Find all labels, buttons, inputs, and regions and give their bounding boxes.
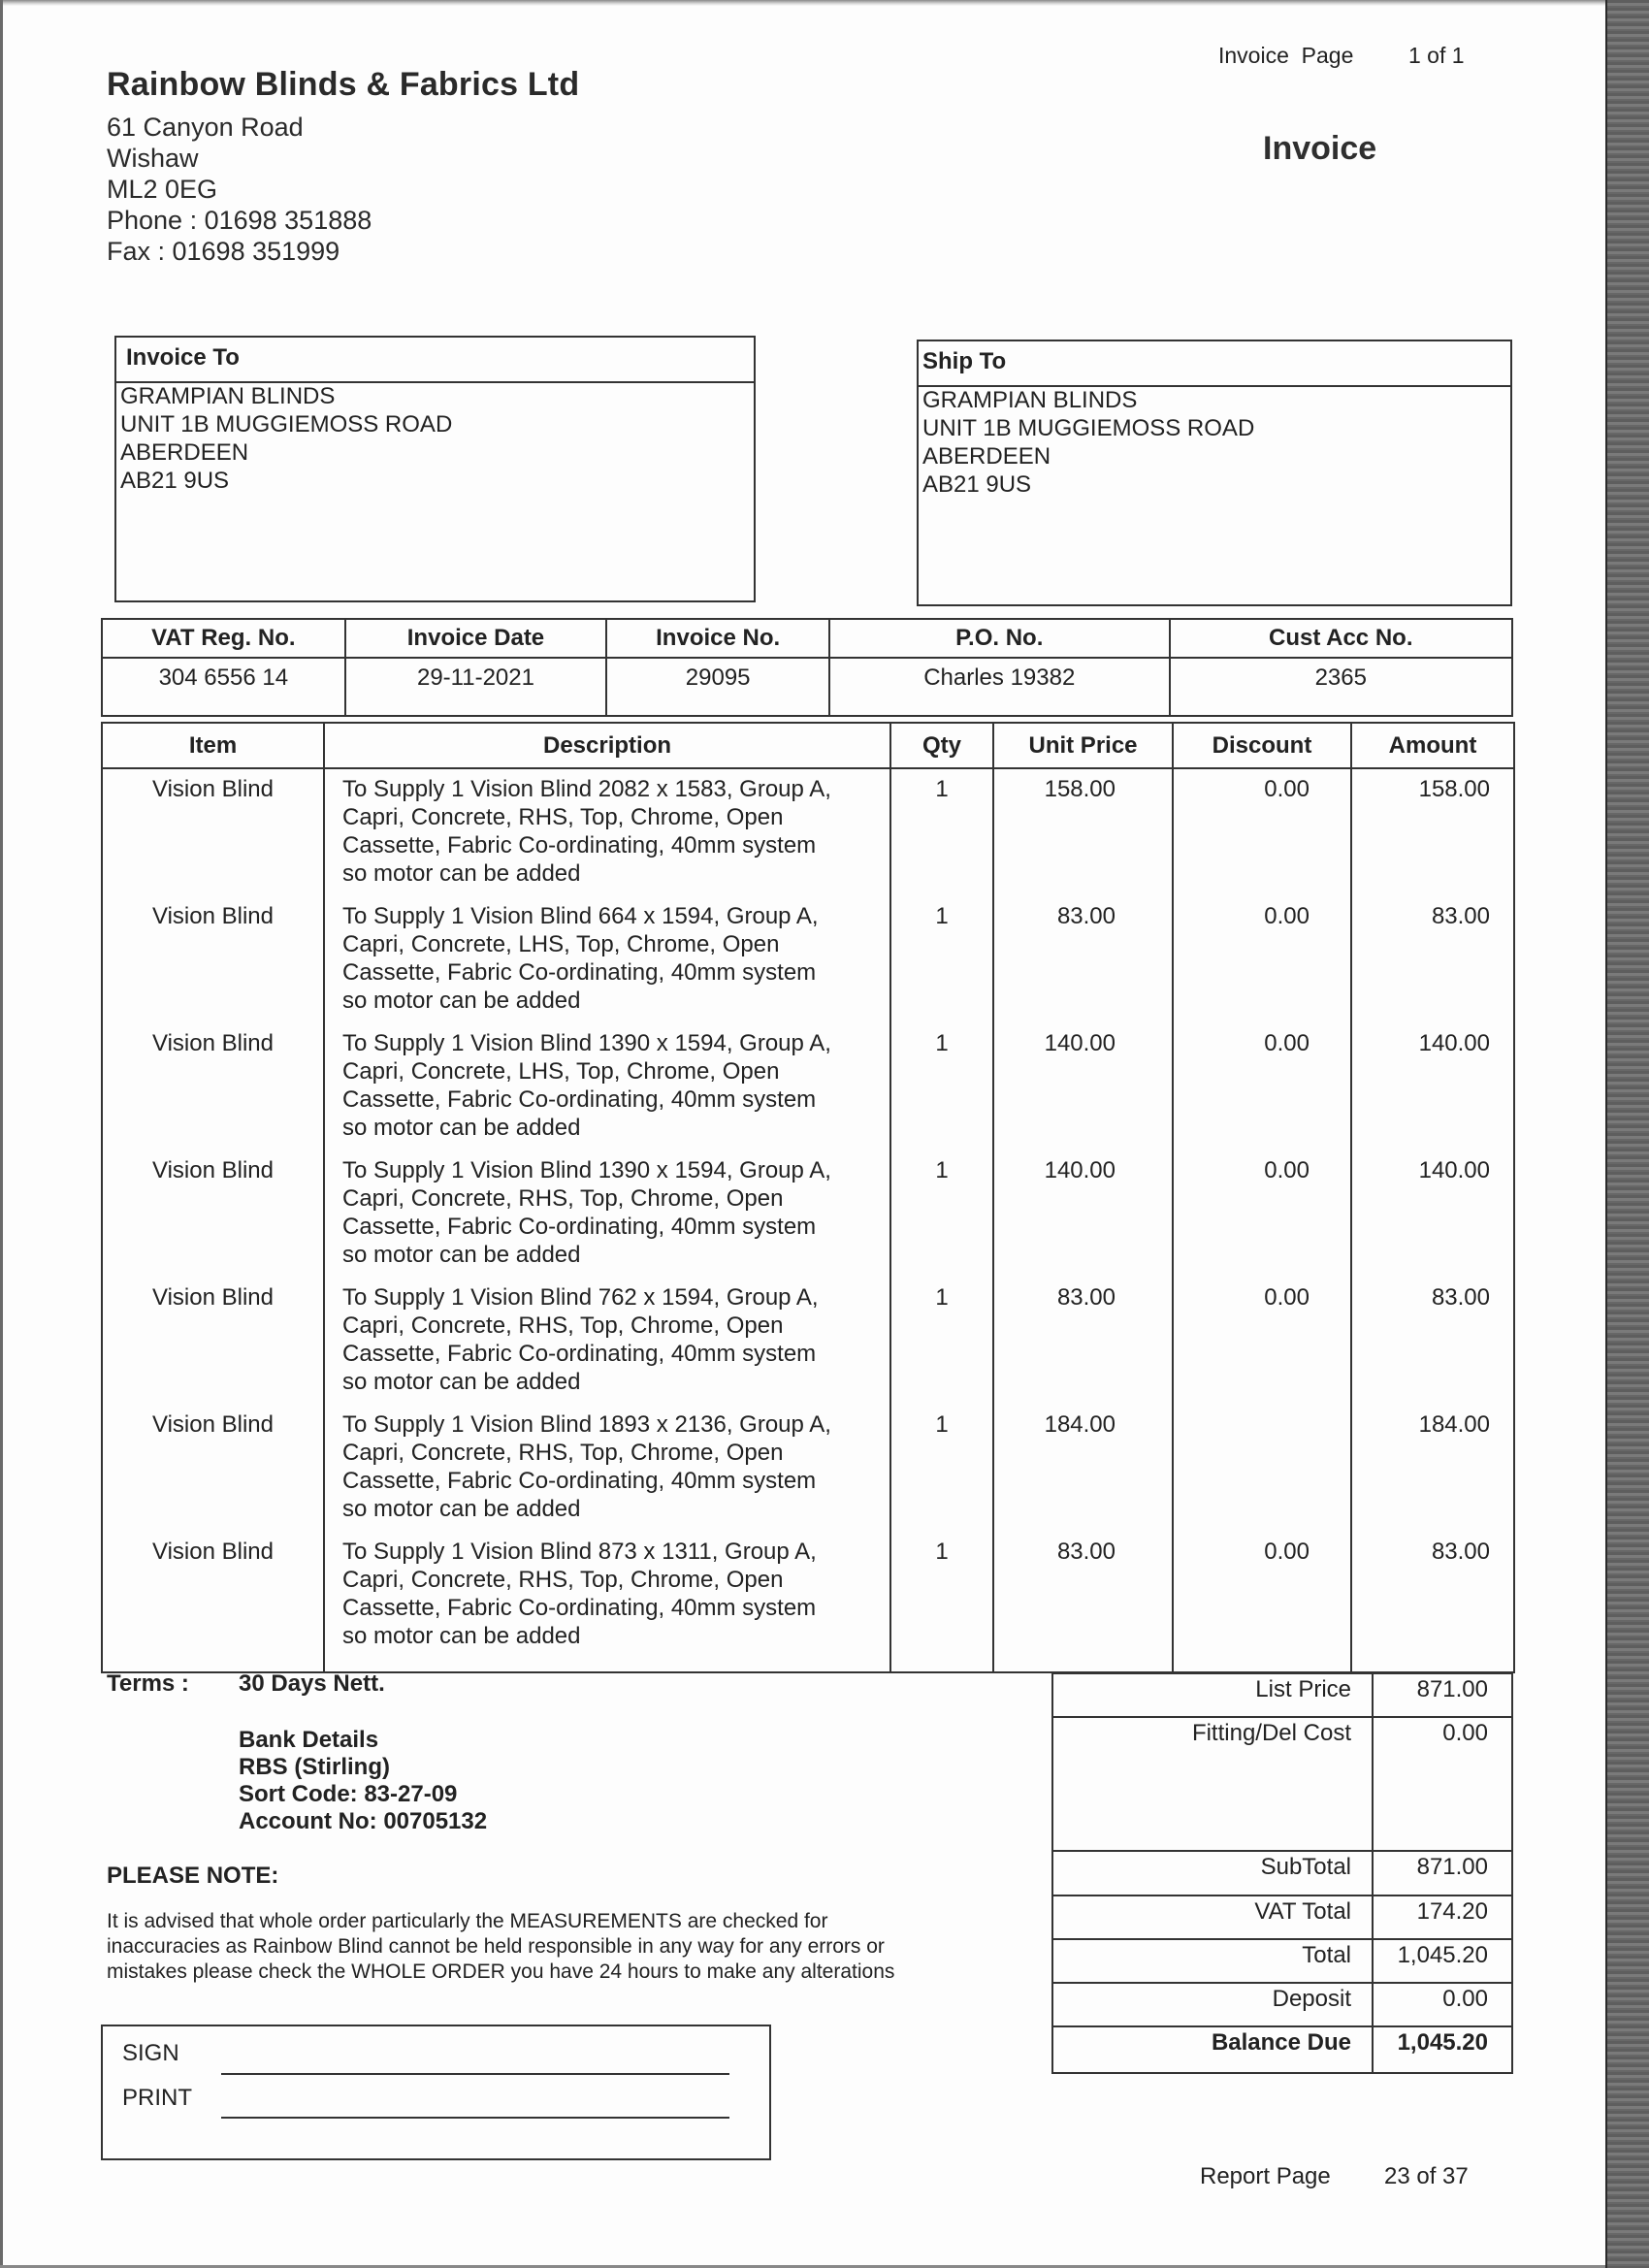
print-label: PRINT bbox=[122, 2085, 192, 2111]
deposit-value: 0.00 bbox=[1373, 1983, 1512, 2026]
description-line: To Supply 1 Vision Blind 1390 x 1594, Group A, bbox=[342, 1157, 831, 1183]
invoice-info-table bbox=[101, 618, 1513, 717]
description-line: Cassette, Fabric Co-ordinating, 40mm system bbox=[342, 959, 817, 986]
company-postcode: ML2 0EG bbox=[107, 175, 218, 204]
discount-cell: 0.00 bbox=[1173, 768, 1351, 902]
description-line: To Supply 1 Vision Blind 762 x 1594, Group A, bbox=[342, 1284, 819, 1311]
discount-cell: 0.00 bbox=[1173, 1283, 1351, 1410]
unit-price-cell: 83.00 bbox=[993, 1283, 1173, 1410]
invoice-to-heading: Invoice To bbox=[126, 344, 240, 371]
bank-account-no: Account No: 00705132 bbox=[239, 1808, 488, 1834]
invoice-date-header: Invoice Date bbox=[345, 619, 607, 658]
description-line: Capri, Concrete, RHS, Top, Chrome, Open bbox=[342, 804, 784, 830]
description-line: so motor can be added bbox=[342, 860, 581, 887]
ship-to-line-3: ABERDEEN bbox=[922, 443, 1051, 470]
deposit-label: Deposit bbox=[1052, 1983, 1373, 2026]
bank-sort-code: Sort Code: 83-27-09 bbox=[239, 1781, 458, 1807]
amount-cell: 184.00 bbox=[1351, 1410, 1514, 1538]
qty-cell: 1 bbox=[890, 1156, 993, 1283]
description-line: Capri, Concrete, RHS, Top, Chrome, Open bbox=[342, 1440, 784, 1466]
company-phone: Phone : 01698 351888 bbox=[107, 206, 372, 235]
item-cell: Vision Blind bbox=[102, 902, 324, 1029]
table-row bbox=[102, 1156, 1514, 1283]
qty-cell: 1 bbox=[890, 768, 993, 902]
discount-cell bbox=[1173, 1410, 1351, 1538]
bank-name: RBS (Stirling) bbox=[239, 1754, 390, 1780]
description-line: Cassette, Fabric Co-ordinating, 40mm system bbox=[342, 1341, 817, 1367]
sign-label: SIGN bbox=[122, 2040, 179, 2066]
description-line: so motor can be added bbox=[342, 1369, 581, 1395]
unit-price-cell: 184.00 bbox=[993, 1410, 1173, 1538]
vat-total-label: VAT Total bbox=[1052, 1895, 1373, 1939]
company-name: Rainbow Blinds & Fabrics Ltd bbox=[107, 66, 580, 103]
qty-cell: 1 bbox=[890, 1410, 993, 1538]
description-line: so motor can be added bbox=[342, 1242, 581, 1268]
description-line: so motor can be added bbox=[342, 1623, 581, 1649]
table-row bbox=[102, 1283, 1514, 1410]
invoice-date-value: 29-11-2021 bbox=[345, 658, 607, 716]
totals-table bbox=[1051, 1672, 1513, 2074]
unit-price-cell: 140.00 bbox=[993, 1156, 1173, 1283]
description-cell bbox=[324, 1538, 890, 1672]
description-line: Cassette, Fabric Co-ordinating, 40mm system bbox=[342, 832, 817, 859]
description-cell bbox=[324, 1283, 890, 1410]
amount-header: Amount bbox=[1351, 723, 1514, 768]
item-cell: Vision Blind bbox=[102, 1410, 324, 1538]
note-line-3: mistakes please check the WHOLE ORDER you have 24 hours to make any alterations bbox=[107, 1960, 895, 1983]
qty-cell: 1 bbox=[890, 902, 993, 1029]
balance-due-label: Balance Due bbox=[1052, 2026, 1373, 2073]
invoice-to-header bbox=[116, 338, 754, 383]
description-header: Description bbox=[324, 723, 890, 768]
qty-cell: 1 bbox=[890, 1029, 993, 1156]
description-line: Capri, Concrete, RHS, Top, Chrome, Open bbox=[342, 1567, 784, 1593]
terms-label: Terms : bbox=[107, 1670, 189, 1697]
balance-due-value: 1,045.20 bbox=[1373, 2026, 1512, 2073]
table-row bbox=[102, 902, 1514, 1029]
amount-cell: 83.00 bbox=[1351, 1283, 1514, 1410]
scan-edge-left bbox=[0, 0, 3, 2268]
invoice-no-value: 29095 bbox=[606, 658, 829, 716]
amount-cell: 83.00 bbox=[1351, 1538, 1514, 1672]
ship-to-box bbox=[917, 340, 1512, 606]
description-line: Capri, Concrete, RHS, Top, Chrome, Open bbox=[342, 1312, 784, 1339]
discount-cell: 0.00 bbox=[1173, 1538, 1351, 1672]
discount-cell: 0.00 bbox=[1173, 902, 1351, 1029]
qty-cell: 1 bbox=[890, 1283, 993, 1410]
subtotal-label: SubTotal bbox=[1052, 1851, 1373, 1895]
list-price-value: 871.00 bbox=[1373, 1673, 1512, 1717]
unit-price-cell: 83.00 bbox=[993, 1538, 1173, 1672]
description-line: To Supply 1 Vision Blind 1390 x 1594, Group A, bbox=[342, 1030, 831, 1056]
scan-edge-right bbox=[1605, 0, 1649, 2268]
company-address-line-1: 61 Canyon Road bbox=[107, 113, 304, 142]
vat-reg-header: VAT Reg. No. bbox=[102, 619, 345, 658]
qty-header: Qty bbox=[890, 723, 993, 768]
item-cell: Vision Blind bbox=[102, 1538, 324, 1672]
item-cell: Vision Blind bbox=[102, 1283, 324, 1410]
please-note-heading: PLEASE NOTE: bbox=[107, 1863, 279, 1889]
item-cell: Vision Blind bbox=[102, 1029, 324, 1156]
document-title: Invoice bbox=[1263, 130, 1377, 167]
invoice-page-value: 1 of 1 bbox=[1408, 43, 1465, 68]
po-no-value: Charles 19382 bbox=[829, 658, 1170, 716]
scan-edge-top bbox=[0, 0, 1605, 6]
invoice-to-line-1: GRAMPIAN BLINDS bbox=[120, 383, 336, 409]
report-page-value: 23 of 37 bbox=[1384, 2163, 1469, 2189]
description-cell bbox=[324, 902, 890, 1029]
terms-value: 30 Days Nett. bbox=[239, 1670, 385, 1697]
unit-price-header: Unit Price bbox=[993, 723, 1173, 768]
invoice-to-line-4: AB21 9US bbox=[120, 468, 230, 494]
invoice-to-line-3: ABERDEEN bbox=[120, 439, 249, 466]
total-value: 1,045.20 bbox=[1373, 1939, 1512, 1983]
description-line: so motor can be added bbox=[342, 1496, 581, 1522]
table-row bbox=[102, 1410, 1514, 1538]
discount-header: Discount bbox=[1173, 723, 1351, 768]
sign-line[interactable] bbox=[221, 2073, 729, 2075]
company-address-line-2: Wishaw bbox=[107, 144, 199, 173]
qty-cell: 1 bbox=[890, 1538, 993, 1672]
item-cell: Vision Blind bbox=[102, 1156, 324, 1283]
fitting-value: 0.00 bbox=[1373, 1717, 1512, 1851]
list-price-row bbox=[1052, 1673, 1512, 1717]
cust-acc-header: Cust Acc No. bbox=[1170, 619, 1512, 658]
item-header: Item bbox=[102, 723, 324, 768]
amount-cell: 140.00 bbox=[1351, 1156, 1514, 1283]
unit-price-cell: 158.00 bbox=[993, 768, 1173, 902]
ship-to-heading: Ship To bbox=[922, 348, 1007, 374]
cust-acc-value: 2365 bbox=[1170, 658, 1512, 716]
items-header-row bbox=[102, 723, 1514, 768]
description-line: Cassette, Fabric Co-ordinating, 40mm system bbox=[342, 1086, 817, 1113]
signature-box bbox=[101, 2025, 771, 2160]
description-line: Cassette, Fabric Co-ordinating, 40mm system bbox=[342, 1468, 817, 1494]
vat-reg-value: 304 6556 14 bbox=[102, 658, 345, 716]
subtotal-value: 871.00 bbox=[1373, 1851, 1512, 1895]
total-row bbox=[1052, 1939, 1512, 1983]
ship-to-header bbox=[919, 341, 1510, 387]
description-line: so motor can be added bbox=[342, 988, 581, 1014]
ship-to-line-4: AB21 9US bbox=[922, 471, 1032, 498]
invoice-no-header: Invoice No. bbox=[606, 619, 829, 658]
unit-price-cell: 140.00 bbox=[993, 1029, 1173, 1156]
item-cell: Vision Blind bbox=[102, 768, 324, 902]
subtotal-row bbox=[1052, 1851, 1512, 1895]
balance-due-row bbox=[1052, 2026, 1512, 2073]
description-line: To Supply 1 Vision Blind 664 x 1594, Group A, bbox=[342, 903, 819, 929]
line-items-table bbox=[101, 722, 1515, 1673]
total-label: Total bbox=[1052, 1939, 1373, 1983]
report-page-label: Report Page bbox=[1200, 2163, 1331, 2189]
info-value-row bbox=[102, 658, 1512, 716]
description-line: Capri, Concrete, LHS, Top, Chrome, Open bbox=[342, 1058, 780, 1085]
description-line: so motor can be added bbox=[342, 1115, 581, 1141]
company-fax: Fax : 01698 351999 bbox=[107, 237, 340, 266]
list-price-label: List Price bbox=[1052, 1673, 1373, 1717]
discount-cell: 0.00 bbox=[1173, 1029, 1351, 1156]
description-line: To Supply 1 Vision Blind 873 x 1311, Group A, bbox=[342, 1539, 817, 1565]
table-row bbox=[102, 1538, 1514, 1672]
description-line: To Supply 1 Vision Blind 2082 x 1583, Group A, bbox=[342, 776, 831, 802]
description-cell bbox=[324, 1156, 890, 1283]
description-cell bbox=[324, 768, 890, 902]
fitting-label: Fitting/Del Cost bbox=[1052, 1717, 1373, 1851]
ship-to-line-1: GRAMPIAN BLINDS bbox=[922, 387, 1138, 413]
description-cell bbox=[324, 1410, 890, 1538]
unit-price-cell: 83.00 bbox=[993, 902, 1173, 1029]
note-line-1: It is advised that whole order particularly the MEASUREMENTS are checked for bbox=[107, 1910, 828, 1932]
description-line: To Supply 1 Vision Blind 1893 x 2136, Group A, bbox=[342, 1411, 831, 1438]
note-line-2: inaccuracies as Rainbow Blind cannot be held responsible in any way for any errors or bbox=[107, 1935, 885, 1958]
amount-cell: 83.00 bbox=[1351, 902, 1514, 1029]
invoice-page-label: Invoice Page bbox=[1218, 43, 1354, 68]
invoice-to-line-2: UNIT 1B MUGGIEMOSS ROAD bbox=[120, 411, 453, 437]
ship-to-line-2: UNIT 1B MUGGIEMOSS ROAD bbox=[922, 415, 1255, 441]
deposit-row bbox=[1052, 1983, 1512, 2026]
description-cell bbox=[324, 1029, 890, 1156]
vat-total-row bbox=[1052, 1895, 1512, 1939]
info-header-row bbox=[102, 619, 1512, 658]
description-line: Capri, Concrete, LHS, Top, Chrome, Open bbox=[342, 931, 780, 957]
print-line[interactable] bbox=[221, 2117, 729, 2119]
fitting-row bbox=[1052, 1717, 1512, 1851]
po-no-header: P.O. No. bbox=[829, 619, 1170, 658]
description-line: Cassette, Fabric Co-ordinating, 40mm system bbox=[342, 1214, 817, 1240]
vat-total-value: 174.20 bbox=[1373, 1895, 1512, 1939]
description-line: Capri, Concrete, RHS, Top, Chrome, Open bbox=[342, 1185, 784, 1212]
amount-cell: 140.00 bbox=[1351, 1029, 1514, 1156]
description-line: Cassette, Fabric Co-ordinating, 40mm system bbox=[342, 1595, 817, 1621]
table-row bbox=[102, 1029, 1514, 1156]
discount-cell: 0.00 bbox=[1173, 1156, 1351, 1283]
amount-cell: 158.00 bbox=[1351, 768, 1514, 902]
bank-details-heading: Bank Details bbox=[239, 1727, 379, 1753]
table-row bbox=[102, 768, 1514, 902]
invoice-to-box bbox=[114, 336, 756, 602]
